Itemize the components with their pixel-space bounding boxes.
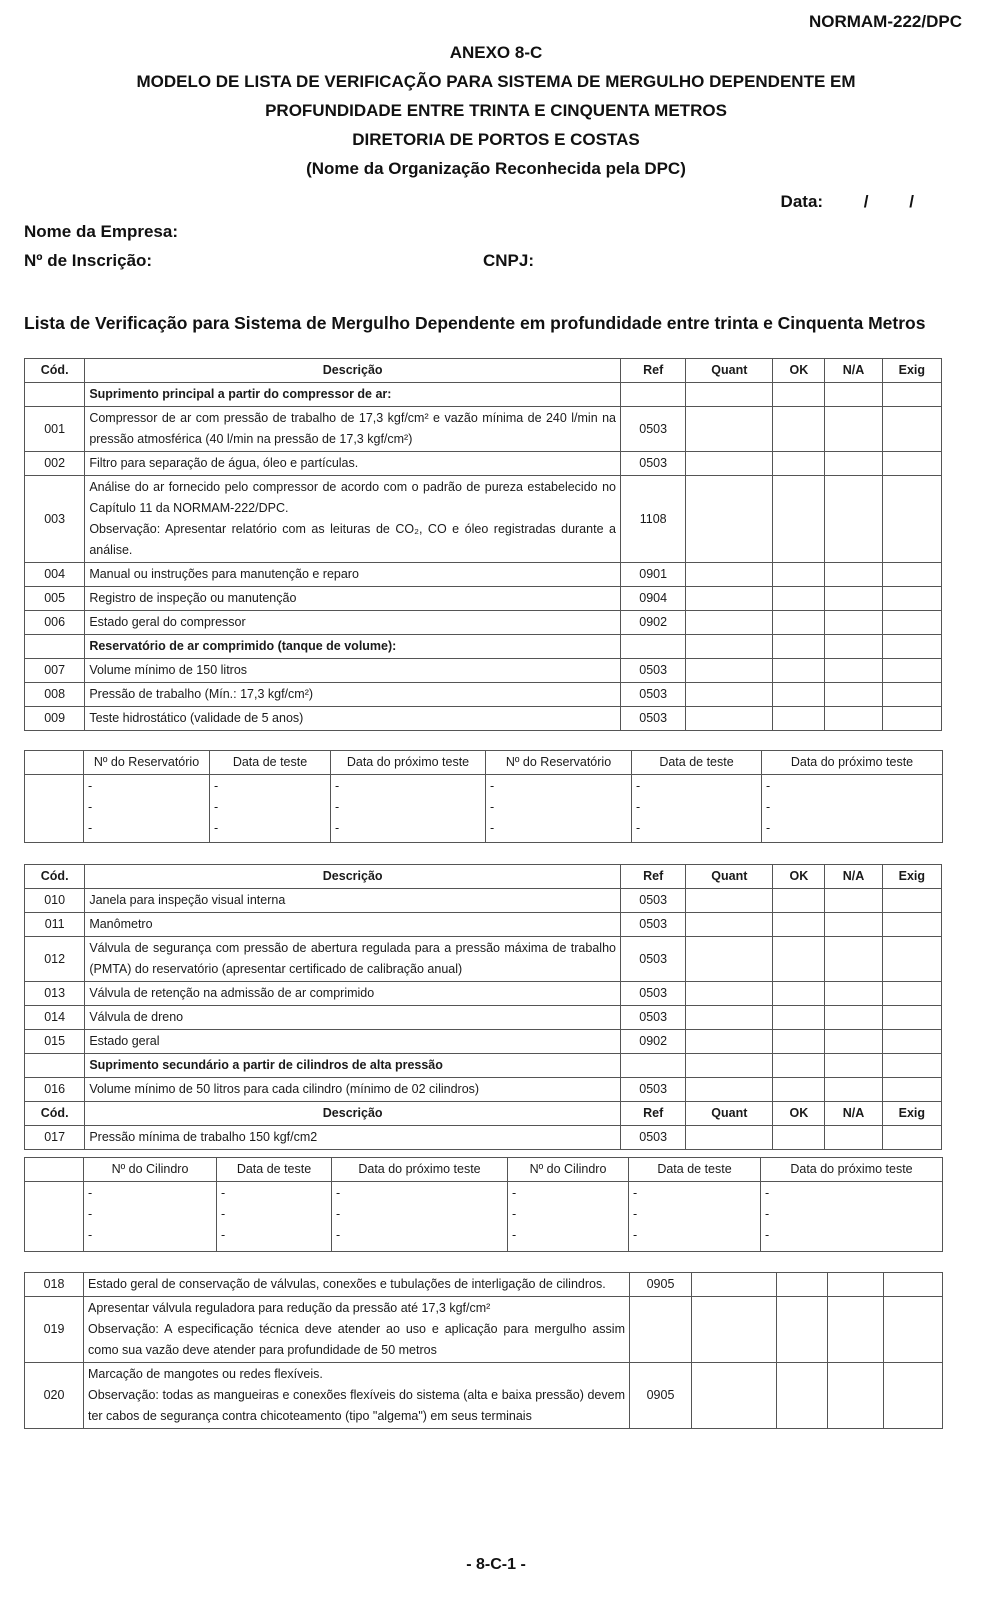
- table-row: [25, 476, 942, 563]
- item-code: 009: [25, 707, 85, 731]
- exig-cell[interactable]: [882, 407, 941, 452]
- na-cell[interactable]: [828, 1297, 884, 1363]
- reservoir-test-table: [24, 750, 943, 843]
- checklist-table-2: [24, 864, 942, 1150]
- item-code: 012: [25, 937, 85, 982]
- na-cell[interactable]: [828, 1273, 884, 1297]
- exig-cell[interactable]: [882, 683, 941, 707]
- item-code: 001: [25, 407, 85, 452]
- item-ref: 0503: [620, 707, 685, 731]
- table-row: [25, 1297, 943, 1363]
- item-observation: Observação: Apresentar relatório com as leituras de CO₂, CO e óleo registradas durante a análise.: [89, 522, 616, 557]
- table-header-row: [25, 865, 942, 889]
- table-row: [25, 1126, 942, 1150]
- cylinder-number-entries[interactable]: - - -: [508, 1182, 629, 1252]
- item-ref: 0503: [620, 452, 685, 476]
- na-cell[interactable]: [825, 982, 882, 1006]
- item-code: 005: [25, 587, 85, 611]
- quant-cell[interactable]: [686, 982, 773, 1006]
- test-date-entries[interactable]: - - -: [210, 775, 331, 843]
- col-header-na: N/A: [825, 359, 882, 383]
- section-row: [25, 383, 942, 407]
- table-row: [25, 1363, 943, 1429]
- ok-cell[interactable]: [773, 707, 825, 731]
- next-test-date-entries[interactable]: - - -: [762, 775, 943, 843]
- item-description: Teste hidrostático (validade de 5 anos): [85, 707, 621, 731]
- item-code: 020: [25, 1363, 84, 1429]
- model-title-line-2: PROFUNDIDADE ENTRE TRINTA E CINQUENTA METROS: [265, 101, 727, 120]
- item-ref: 0503: [620, 659, 685, 683]
- item-description: Manômetro: [85, 913, 621, 937]
- test-date-header: Data de teste: [217, 1158, 332, 1182]
- ok-cell[interactable]: [773, 452, 825, 476]
- section-title: Reservatório de ar comprimido (tanque de volume):: [85, 635, 621, 659]
- item-description: Marcação de mangotes ou redes flexíveis.: [88, 1367, 323, 1381]
- na-cell[interactable]: [825, 707, 882, 731]
- ok-cell[interactable]: [773, 1006, 825, 1030]
- date-slash-1: /: [863, 192, 869, 211]
- table-row: [25, 913, 942, 937]
- na-cell[interactable]: [828, 1363, 884, 1429]
- test-date-header: Data de teste: [210, 751, 331, 775]
- quant-cell[interactable]: [686, 1030, 773, 1054]
- document-code: NORMAM-222/DPC: [808, 12, 962, 31]
- exig-cell[interactable]: [882, 913, 941, 937]
- cylinder-header-row: [25, 1158, 943, 1182]
- table-header-row: [25, 359, 942, 383]
- quant-cell[interactable]: [686, 476, 773, 563]
- quant-cell[interactable]: [686, 452, 773, 476]
- item-description: Estado geral: [85, 1030, 621, 1054]
- col-header-na: N/A: [825, 1102, 882, 1126]
- quant-cell[interactable]: [686, 683, 773, 707]
- ok-cell[interactable]: [777, 1363, 828, 1429]
- item-ref: 0503: [620, 1006, 685, 1030]
- authority-title: DIRETORIA DE PORTOS E COSTAS: [352, 130, 640, 149]
- exig-cell[interactable]: [884, 1363, 943, 1429]
- col-header-quant: Quant: [686, 865, 773, 889]
- table-row: [25, 889, 942, 913]
- col-header-na: N/A: [825, 865, 882, 889]
- item-ref: 0503: [620, 407, 685, 452]
- na-cell[interactable]: [825, 1006, 882, 1030]
- item-description: Apresentar válvula reguladora para redução da pressão até 17,3 kgf/cm²: [88, 1301, 491, 1315]
- col-header-descricao: Descrição: [85, 865, 621, 889]
- item-ref: 0503: [620, 1078, 685, 1102]
- exig-cell[interactable]: [882, 452, 941, 476]
- item-code: 015: [25, 1030, 85, 1054]
- ok-cell[interactable]: [773, 1126, 825, 1150]
- model-title-line-1: MODELO DE LISTA DE VERIFICAÇÃO PARA SISTEMA DE MERGULHO DEPENDENTE EM: [136, 72, 856, 91]
- reservoir-number-header: Nº do Reservatório: [84, 751, 210, 775]
- col-header-ok: OK: [773, 865, 825, 889]
- document-title-block: [0, 38, 992, 183]
- exig-cell[interactable]: [882, 476, 941, 563]
- next-test-date-entries[interactable]: - - -: [761, 1182, 943, 1252]
- item-description: Filtro para separação de água, óleo e partículas.: [85, 452, 621, 476]
- col-header-descricao: Descrição: [85, 1102, 621, 1126]
- quant-cell[interactable]: [686, 889, 773, 913]
- exig-cell[interactable]: [884, 1297, 943, 1363]
- item-description: Volume mínimo de 50 litros para cada cilindro (mínimo de 02 cilindros): [85, 1078, 621, 1102]
- quant-cell[interactable]: [686, 1126, 773, 1150]
- quant-cell[interactable]: [686, 563, 773, 587]
- cylinder-number-header: Nº do Cilindro: [84, 1158, 217, 1182]
- ok-cell[interactable]: [773, 1030, 825, 1054]
- reservoir-number-entries[interactable]: - - -: [486, 775, 632, 843]
- na-cell[interactable]: [825, 611, 882, 635]
- test-date-entries[interactable]: - - -: [629, 1182, 761, 1252]
- item-ref: 1108: [620, 476, 685, 563]
- ok-cell[interactable]: [773, 913, 825, 937]
- test-date-entries[interactable]: - - -: [632, 775, 762, 843]
- item-description: Análise do ar fornecido pelo compressor de acordo com o padrão de pureza estabelecido no Capítulo 11 da NORMAM-222/DPC.: [89, 480, 616, 515]
- item-description: Volume mínimo de 150 litros: [85, 659, 621, 683]
- ok-cell[interactable]: [773, 659, 825, 683]
- quant-cell[interactable]: [686, 407, 773, 452]
- item-description: Manual ou instruções para manutenção e reparo: [85, 563, 621, 587]
- item-code: 004: [25, 563, 85, 587]
- table-row: [25, 683, 942, 707]
- exig-cell[interactable]: [882, 587, 941, 611]
- ok-cell[interactable]: [773, 982, 825, 1006]
- table-row: [25, 611, 942, 635]
- ok-cell[interactable]: [777, 1297, 828, 1363]
- na-cell[interactable]: [825, 563, 882, 587]
- next-test-date-entries[interactable]: - - -: [331, 775, 486, 843]
- col-header-cod: Cód.: [25, 865, 85, 889]
- quant-cell[interactable]: [692, 1273, 777, 1297]
- na-cell[interactable]: [825, 889, 882, 913]
- exig-cell[interactable]: [882, 1078, 941, 1102]
- exig-cell[interactable]: [882, 707, 941, 731]
- item-description: Estado geral de conservação de válvulas, conexões e tubulações de interligação de cilindros.: [84, 1273, 630, 1297]
- ok-cell[interactable]: [773, 563, 825, 587]
- cylinder-entry-row: [25, 1182, 943, 1252]
- table-row: [25, 563, 942, 587]
- item-code: 019: [25, 1297, 84, 1363]
- exig-cell[interactable]: [882, 1006, 941, 1030]
- item-ref: 0905: [630, 1273, 692, 1297]
- item-code: 010: [25, 889, 85, 913]
- test-date-header: Data de teste: [632, 751, 762, 775]
- reservoir-header-row: [25, 751, 943, 775]
- next-test-date-entries[interactable]: - - -: [332, 1182, 508, 1252]
- date-slash-2: /: [909, 192, 914, 211]
- cylinder-number-header: Nº do Cilindro: [508, 1158, 629, 1182]
- section-row: [25, 1054, 942, 1078]
- na-cell[interactable]: [825, 587, 882, 611]
- item-description: Janela para inspeção visual interna: [85, 889, 621, 913]
- item-code: 013: [25, 982, 85, 1006]
- checklist-table-1: [24, 358, 942, 731]
- checklist-title: Lista de Verificação para Sistema de Mergulho Dependente em profundidade entre trinta e Cinquenta Metros: [24, 313, 926, 333]
- ok-cell[interactable]: [773, 407, 825, 452]
- item-observation: Observação: todas as mangueiras e conexões flexíveis do sistema (alta e baixa pressão) devem ter cabos de segurança contra chicoteamento (tipo "algema") em seus terminais: [88, 1388, 625, 1423]
- col-header-quant: Quant: [686, 1102, 773, 1126]
- table-header-row: [25, 1102, 942, 1126]
- exig-cell[interactable]: [882, 937, 941, 982]
- ok-cell[interactable]: [773, 683, 825, 707]
- exig-cell[interactable]: [882, 889, 941, 913]
- quant-cell[interactable]: [686, 1078, 773, 1102]
- table-row: [25, 1078, 942, 1102]
- exig-cell[interactable]: [884, 1273, 943, 1297]
- table-row: [25, 1006, 942, 1030]
- item-code: 003: [25, 476, 85, 563]
- next-test-date-header: Data do próximo teste: [331, 751, 486, 775]
- na-cell[interactable]: [825, 476, 882, 563]
- item-ref: 0503: [620, 913, 685, 937]
- exig-cell[interactable]: [882, 563, 941, 587]
- table-row: [25, 1030, 942, 1054]
- date-label: Data:: [780, 192, 824, 211]
- item-ref: 0901: [620, 563, 685, 587]
- date-line: [781, 192, 914, 212]
- na-cell[interactable]: [825, 1126, 882, 1150]
- item-code: 018: [25, 1273, 84, 1297]
- table-row: [25, 407, 942, 452]
- item-description: Estado geral do compressor: [85, 611, 621, 635]
- annex-title: ANEXO 8-C: [449, 43, 543, 62]
- ok-cell[interactable]: [777, 1273, 828, 1297]
- item-code: 002: [25, 452, 85, 476]
- item-description-block: [85, 476, 621, 563]
- test-date-entries[interactable]: - - -: [217, 1182, 332, 1252]
- registration-number-label: Nº de Inscrição:: [24, 251, 153, 270]
- quant-cell[interactable]: [686, 707, 773, 731]
- item-description: Válvula de retenção na admissão de ar comprimido: [85, 982, 621, 1006]
- item-observation: Observação: A especificação técnica deve atender ao uso e aplicação para mergulho assim como sua vazão deve atender para profundidade de 50 metros: [88, 1322, 625, 1357]
- na-cell[interactable]: [825, 1030, 882, 1054]
- exig-cell[interactable]: [882, 1030, 941, 1054]
- item-description: Registro de inspeção ou manutenção: [85, 587, 621, 611]
- item-code: 008: [25, 683, 85, 707]
- item-code: 007: [25, 659, 85, 683]
- exig-cell[interactable]: [882, 982, 941, 1006]
- item-ref: 0503: [620, 937, 685, 982]
- item-code: 011: [25, 913, 85, 937]
- section-title: Suprimento principal a partir do compressor de ar:: [85, 383, 621, 407]
- exig-cell[interactable]: [882, 659, 941, 683]
- ok-cell[interactable]: [773, 611, 825, 635]
- quant-cell[interactable]: [692, 1363, 777, 1429]
- quant-cell[interactable]: [692, 1297, 777, 1363]
- na-cell[interactable]: [825, 659, 882, 683]
- table-row: [25, 659, 942, 683]
- item-ref: 0503: [620, 683, 685, 707]
- quant-cell[interactable]: [686, 611, 773, 635]
- item-ref: 0503: [620, 982, 685, 1006]
- quant-cell[interactable]: [686, 1006, 773, 1030]
- exig-cell[interactable]: [882, 611, 941, 635]
- checklist-table-3: [24, 1272, 943, 1429]
- table-row: [25, 1273, 943, 1297]
- quant-cell[interactable]: [686, 937, 773, 982]
- quant-cell[interactable]: [686, 587, 773, 611]
- item-ref: 0905: [630, 1363, 692, 1429]
- table-row: [25, 587, 942, 611]
- table-row: [25, 707, 942, 731]
- table-row: [25, 982, 942, 1006]
- item-code: 006: [25, 611, 85, 635]
- item-description: Pressão de trabalho (Mín.: 17,3 kgf/cm²): [85, 683, 621, 707]
- item-description: Válvula de dreno: [85, 1006, 621, 1030]
- col-header-ref: Ref: [620, 359, 685, 383]
- section-title: Suprimento secundário a partir de cilindros de alta pressão: [85, 1054, 621, 1078]
- next-test-date-header: Data do próximo teste: [762, 751, 943, 775]
- quant-cell[interactable]: [686, 659, 773, 683]
- col-header-ref: Ref: [620, 865, 685, 889]
- ok-cell[interactable]: [773, 476, 825, 563]
- organization-title: (Nome da Organização Reconhecida pela DPC): [306, 159, 686, 178]
- item-description-block: [84, 1363, 630, 1429]
- test-date-header: Data de teste: [629, 1158, 761, 1182]
- item-description-block: [84, 1297, 630, 1363]
- page-number: - 8-C-1 -: [466, 1556, 526, 1573]
- reservoir-number-header: Nº do Reservatório: [486, 751, 632, 775]
- na-cell[interactable]: [825, 937, 882, 982]
- col-header-ok: OK: [773, 359, 825, 383]
- item-ref: 0503: [620, 889, 685, 913]
- ok-cell[interactable]: [773, 889, 825, 913]
- item-code: 016: [25, 1078, 85, 1102]
- item-code: 014: [25, 1006, 85, 1030]
- cylinder-test-table: [24, 1157, 943, 1252]
- next-test-date-header: Data do próximo teste: [332, 1158, 508, 1182]
- cylinder-number-entries[interactable]: - - -: [84, 1182, 217, 1252]
- company-name-label: Nome da Empresa:: [24, 222, 178, 241]
- col-header-quant: Quant: [686, 359, 773, 383]
- item-ref: 0902: [620, 611, 685, 635]
- col-header-cod: Cód.: [25, 1102, 85, 1126]
- col-header-ok: OK: [773, 1102, 825, 1126]
- item-description: Compressor de ar com pressão de trabalho de 17,3 kgf/cm² e vazão mínima de 240 l/min na pressão atmosférica (40 l/min na pressão de 17,3 kgf/cm²): [85, 407, 621, 452]
- col-header-cod: Cód.: [25, 359, 85, 383]
- col-header-exig: Exig: [882, 359, 941, 383]
- ok-cell[interactable]: [773, 937, 825, 982]
- na-cell[interactable]: [825, 1078, 882, 1102]
- na-cell[interactable]: [825, 683, 882, 707]
- col-header-ref: Ref: [620, 1102, 685, 1126]
- item-ref: [630, 1297, 692, 1363]
- col-header-exig: Exig: [882, 1102, 941, 1126]
- section-row: [25, 635, 942, 659]
- exig-cell[interactable]: [882, 1126, 941, 1150]
- next-test-date-header: Data do próximo teste: [761, 1158, 943, 1182]
- col-header-exig: Exig: [882, 865, 941, 889]
- item-ref: 0503: [620, 1126, 685, 1150]
- ok-cell[interactable]: [773, 1078, 825, 1102]
- quant-cell[interactable]: [686, 913, 773, 937]
- ok-cell[interactable]: [773, 587, 825, 611]
- reservoir-entry-row: [25, 775, 943, 843]
- reservoir-number-entries[interactable]: - - -: [84, 775, 210, 843]
- table-row: [25, 452, 942, 476]
- item-ref: 0904: [620, 587, 685, 611]
- item-ref: 0902: [620, 1030, 685, 1054]
- item-description: Pressão mínima de trabalho 150 kgf/cm2: [85, 1126, 621, 1150]
- col-header-descricao: Descrição: [85, 359, 621, 383]
- na-cell[interactable]: [825, 452, 882, 476]
- na-cell[interactable]: [825, 407, 882, 452]
- na-cell[interactable]: [825, 913, 882, 937]
- table-row: [25, 937, 942, 982]
- item-description: Válvula de segurança com pressão de abertura regulada para a pressão máxima de trabalho (PMTA) do reservatório (apresentar certificado de calibração anual): [85, 937, 621, 982]
- item-code: 017: [25, 1126, 85, 1150]
- cnpj-label: CNPJ:: [483, 251, 535, 270]
